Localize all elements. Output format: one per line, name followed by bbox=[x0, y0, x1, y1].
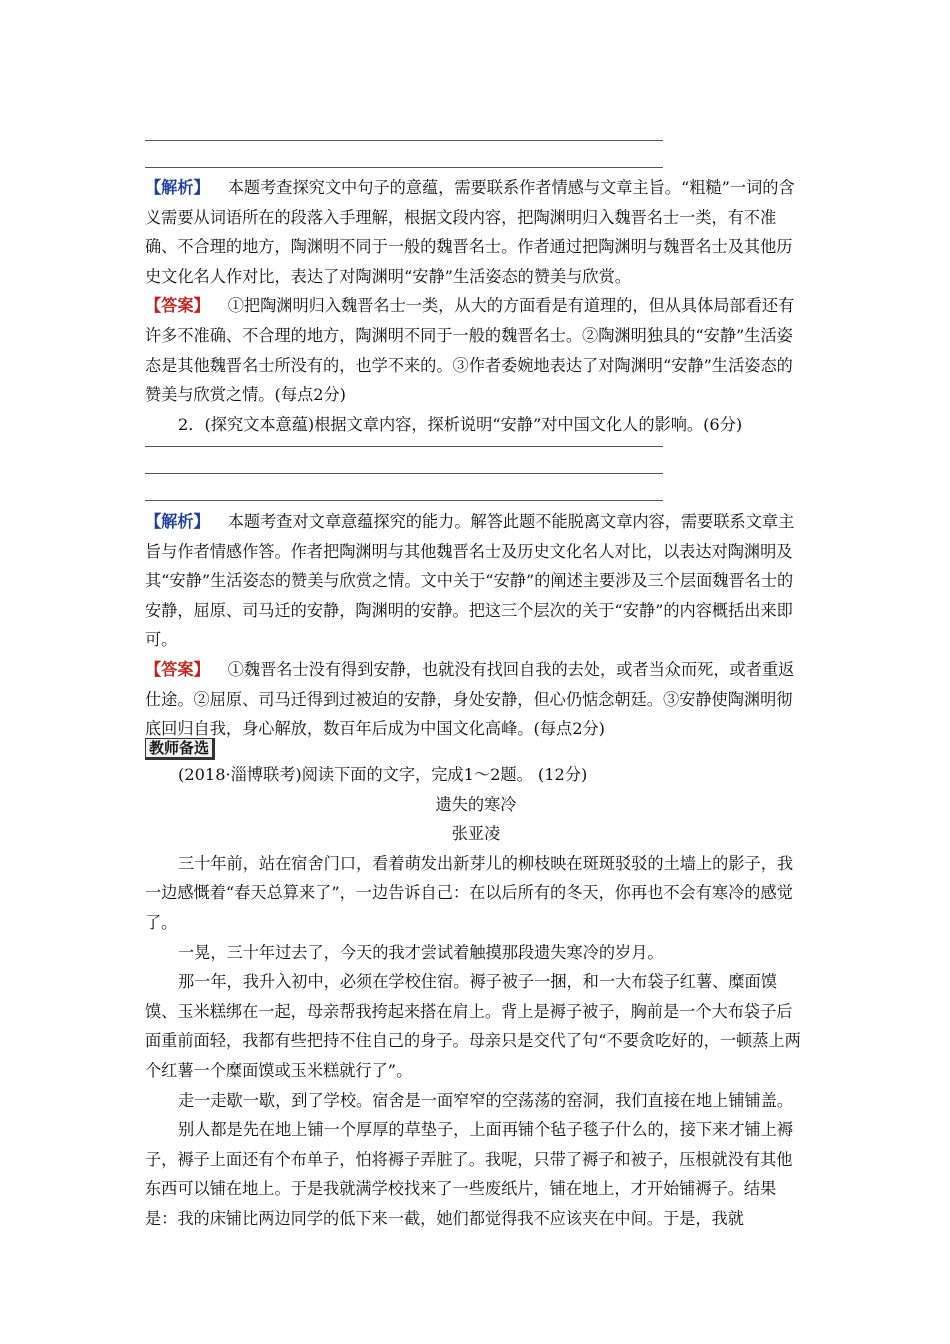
answer-line bbox=[145, 140, 663, 141]
analysis-tag: 【解析】 bbox=[145, 178, 210, 197]
answer-line bbox=[145, 167, 663, 168]
q1-answer-text: ①把陶渊明归入魏晋名士一类，从大的方面看是有道理的，但从具体局部看还有许多不准确、不合理的地方，陶渊明不同于一般的魏晋名士。②陶渊明独具的“安静”生活姿态是其他魏晋名士所没有的，也学不来的。③作者委婉地表达了对陶渊明“安静”生活姿态的赞美与欣赏之情。(每点2分) bbox=[145, 296, 795, 405]
passage-title: 遗失的寒冷 bbox=[435, 794, 517, 814]
q2-question: 2．(探究文本意蕴)根据文章内容，探析说明“安静”对中国文化人的影响。(6分) bbox=[178, 414, 743, 434]
q1-answer-paragraph bbox=[145, 291, 807, 409]
answer-line bbox=[145, 473, 663, 474]
passage-paragraph: 那一年，我升入初中，必须在学校住宿。褥子被子一捆，和一大布袋子红薯、糜面馍馍、玉米糕绑在一起，母亲帮我挎起来搭在肩上。背上是褥子被子，胸前是一个大布袋子后面重前面轻，我都有些把持不住自己的身子。母亲只是交代了句“不要贪吃好的，一顿蒸上两个红薯一个糜面馍或玉米糕就行了”。 bbox=[145, 972, 801, 1080]
q2-answer-text: ①魏晋名士没有得到安静，也就没有找回自我的去处，或者当众而死，或者重返仕途。②屈原、司马迁得到过被迫的安静，身处安静，但心仍惦念朝廷。③安静使陶渊明彻底回归自我，身心解放，数百年后成为中国文化高峰。(每点2分) bbox=[145, 659, 795, 739]
passage-paragraph: 别人都是先在地上铺一个厚厚的草垫子，上面再铺个毡子毯子什么的，接下来才铺上褥子，褥子上面还有个布单子，怕将褥子弄脏了。我呢，只带了褥子和被子，压根就没有其他东西可以铺在地上。于是我就满学校找来了一些废纸片，铺在地上，才开始铺褥子。结果是：我的床铺比两边同学的低下来一截，她们都觉得我不应该夹在中间。于是，我就 bbox=[145, 1120, 794, 1228]
analysis-tag: 【解析】 bbox=[145, 512, 210, 531]
q1-analysis-paragraph bbox=[145, 173, 807, 291]
teacher-backup-row bbox=[145, 737, 807, 760]
q1-section bbox=[145, 173, 807, 439]
q2-answer-paragraph bbox=[145, 655, 807, 744]
q2-section bbox=[145, 507, 807, 744]
q1-analysis-text: 本题考查探究文中句子的意蕴，需要联系作者情感与文章主旨。“粗糙”一词的含义需要从词语所在的段落入手理解，根据文段内容，把陶渊明归入魏晋名士一类，有不准确、不合理的地方，陶渊明不同于一般的魏晋名士。作者通过把陶渊明与魏晋名士及其他历史文化名人作对比，表达了对陶渊明“安静”生活姿态的赞美与欣赏。 bbox=[145, 178, 795, 286]
answer-line bbox=[145, 500, 663, 501]
answer-line bbox=[145, 446, 663, 447]
passage-paragraph: 一晃，三十年过去了，今天的我才尝试着触摸那段遗失寒冷的岁月。 bbox=[178, 942, 664, 962]
passage-author: 张亚凌 bbox=[451, 824, 501, 844]
passage-paragraph: 三十年前，站在宿舍门口，看着萌发出新芽儿的柳枝映在斑斑驳驳的土墙上的影子，我一边感慨着“春天总算来了”，一边告诉自己：在以后所有的冬天，你再也不会有寒冷的感觉了。 bbox=[145, 853, 794, 932]
reading-intro: (2018·淄博联考)阅读下面的文字，完成1～2题。 (12分) bbox=[178, 765, 588, 784]
q2-analysis-text: 本题考查对文章意蕴探究的能力。解答此题不能脱离文章内容，需要联系文章主旨与作者情感作答。作者把陶渊明与其他魏晋名士及历史文化名人对比，以表达对陶渊明及其“安静”生活姿态的赞美与欣赏之情。文中关于“安静”的阐述主要涉及三个层面魏晋名士的安静，屈原、司马迁的安静，陶渊明的安静。把这三个层次的关于“安静”的内容概括出来即可。 bbox=[145, 512, 795, 650]
reading-section bbox=[145, 737, 807, 1234]
answer-tag: 【答案】 bbox=[145, 659, 210, 679]
answer-tag: 【答案】 bbox=[145, 296, 210, 316]
q2-analysis-paragraph bbox=[145, 507, 807, 655]
passage-paragraph: 走一走歇一歇，到了学校。宿舍是一面窄窄的空荡荡的窑洞，我们直接在地上铺铺盖。 bbox=[178, 1090, 794, 1110]
teacher-backup-badge: 教师备选 bbox=[145, 738, 215, 760]
